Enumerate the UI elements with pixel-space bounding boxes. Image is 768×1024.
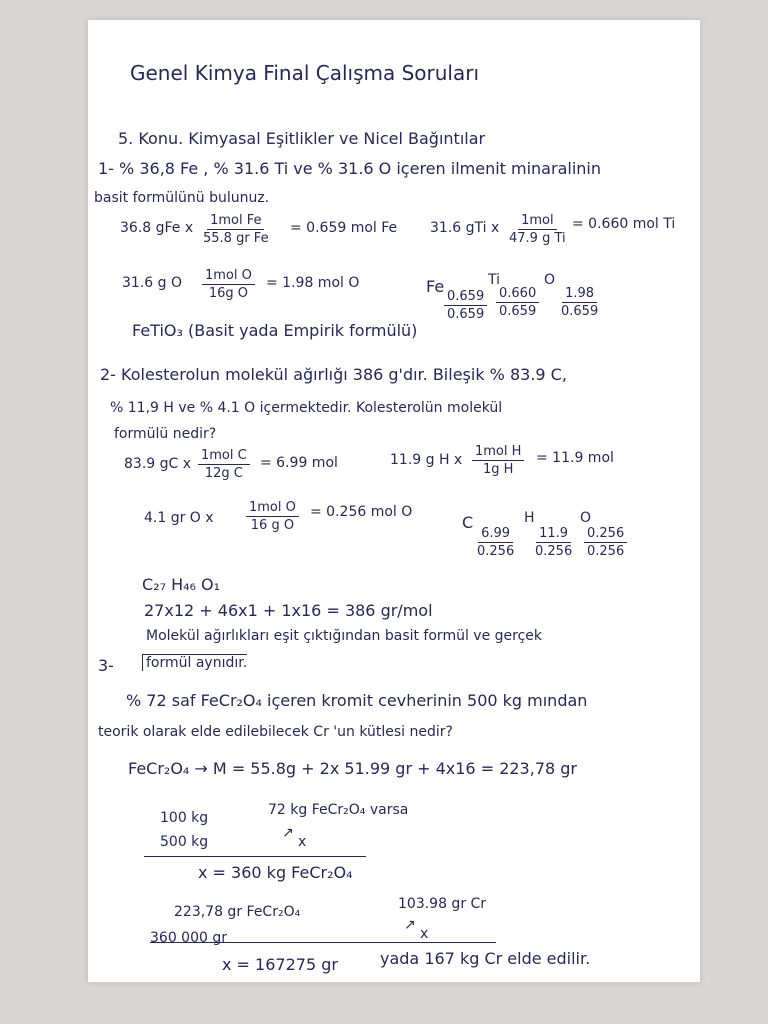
q1-ti-prefix: 31.6 gTi x bbox=[430, 220, 500, 236]
q2-text-line-3: formülü nedir? bbox=[114, 426, 217, 442]
q2-c-numerator: 1mol C bbox=[198, 448, 250, 465]
q3-result-2-conclusion: yada 167 kg Cr elde edilir. bbox=[380, 949, 591, 968]
q1-o-denominator: 16g O bbox=[208, 286, 249, 301]
q2-ratio-o bbox=[584, 526, 627, 559]
q3-prop1-left: 100 kg bbox=[160, 810, 209, 826]
q1-ratio-fe-den: 0.659 bbox=[447, 307, 485, 322]
q2-ratio-o-num: 0.256 bbox=[584, 526, 627, 543]
q1-ti-denominator: 47.9 g Ti bbox=[509, 231, 566, 246]
q3-prop4-right: x bbox=[420, 926, 429, 942]
q3-molar-mass: FeCr₂O₄ → M = 55.8g + 2x 51.99 gr + 4x16 = 223,78 gr bbox=[128, 759, 577, 778]
q2-ratio-o-symbol: O bbox=[580, 510, 592, 526]
q2-h-fraction bbox=[472, 444, 524, 477]
q1-ratio-ti bbox=[496, 286, 539, 319]
q1-ti-fraction bbox=[506, 213, 569, 246]
q1-ratio-o-den: 0.659 bbox=[561, 304, 599, 319]
q1-ratio-o bbox=[558, 286, 601, 319]
q1-fe-fraction bbox=[200, 213, 272, 246]
q3-prop3-left: 223,78 gr FeCr₂O₄ bbox=[174, 904, 301, 920]
cross-arrow-icon: ↗ bbox=[282, 825, 294, 841]
q2-ratio-c bbox=[474, 526, 517, 559]
q2-h-result: = 11.9 mol bbox=[536, 450, 614, 466]
paper-sheet bbox=[88, 20, 700, 982]
cross-arrow-icon: ↗ bbox=[404, 917, 416, 933]
q3-prop1-right: 72 kg FeCr₂O₄ varsa bbox=[268, 802, 409, 818]
q1-answer: FeTiO₃ (Basit yada Empirik formülü) bbox=[132, 321, 418, 340]
q3-division-line-1 bbox=[144, 856, 366, 857]
q2-note-line-1: Molekül ağırlıkları eşit çıktığından basit formül ve gerçek bbox=[146, 628, 543, 644]
q1-fe-result: = 0.659 mol Fe bbox=[290, 220, 398, 236]
q1-ratio-fe-num: 0.659 bbox=[444, 289, 487, 306]
q2-molar-mass-calc: 27x12 + 46x1 + 1x16 = 386 gr/mol bbox=[144, 601, 433, 620]
q1-ratio-o-symbol: O bbox=[544, 272, 556, 288]
q1-text-line-2: basit formülünü bulunuz. bbox=[94, 190, 270, 206]
q2-ratio-h-num: 11.9 bbox=[536, 526, 571, 543]
q1-o-fraction bbox=[202, 268, 255, 301]
q2-molecular-formula: C₂₇ H₄₆ O₁ bbox=[142, 575, 221, 594]
q1-ratio-ti-den: 0.659 bbox=[499, 304, 537, 319]
q1-ratio-fe bbox=[444, 289, 487, 322]
q2-ratio-o-den: 0.256 bbox=[587, 544, 625, 559]
q2-ratio-c-symbol: C bbox=[462, 513, 474, 532]
q1-text-line-1: 1- % 36,8 Fe , % 31.6 Ti ve % 31.6 O içeren ilmenit minaralinin bbox=[98, 159, 601, 178]
q1-ti-result: = 0.660 mol Ti bbox=[572, 216, 676, 232]
q3-prop3-right: 103.98 gr Cr bbox=[398, 896, 487, 912]
q3-prop4-left: 360 000 gr bbox=[150, 930, 227, 946]
q3-prop2-left: 500 kg bbox=[160, 834, 209, 850]
q1-fe-prefix: 36.8 gFe x bbox=[120, 220, 194, 236]
q3-text-line-2: teorik olarak elde edilebilecek Cr 'un kütlesi nedir? bbox=[98, 724, 453, 740]
q3-number: 3- bbox=[98, 656, 114, 675]
q1-ratio-fe-symbol: Fe bbox=[426, 277, 445, 296]
q1-fe-numerator: 1mol Fe bbox=[207, 213, 264, 230]
q2-o-fraction bbox=[246, 500, 299, 533]
q1-ti-numerator: 1mol bbox=[518, 213, 557, 230]
q2-ratio-h bbox=[532, 526, 575, 559]
q3-prop2-right: x bbox=[298, 834, 307, 850]
q1-o-result: = 1.98 mol O bbox=[266, 275, 360, 291]
q3-result-1: x = 360 kg FeCr₂O₄ bbox=[198, 863, 353, 882]
q2-ratio-c-num: 6.99 bbox=[478, 526, 513, 543]
q3-text-line-1: % 72 saf FeCr₂O₄ içeren kromit cevherinin 500 kg mından bbox=[126, 691, 588, 710]
q2-o-denominator: 16 g O bbox=[250, 518, 295, 533]
q1-o-numerator: 1mol O bbox=[202, 268, 255, 285]
q2-o-result: = 0.256 mol O bbox=[310, 504, 413, 520]
q1-ratio-o-num: 1.98 bbox=[562, 286, 597, 303]
q2-c-result: = 6.99 mol bbox=[260, 455, 338, 471]
q2-h-denominator: 1g H bbox=[482, 462, 514, 477]
q2-c-fraction bbox=[198, 448, 250, 481]
q2-o-numerator: 1mol O bbox=[246, 500, 299, 517]
q2-text-line-1: 2- Kolesterolun molekül ağırlığı 386 g'dır. Bileşik % 83.9 C, bbox=[100, 365, 567, 384]
q1-fe-denominator: 55.8 gr Fe bbox=[203, 231, 269, 246]
q2-note-line-2: formül aynıdır. bbox=[142, 654, 247, 671]
q1-ratio-ti-num: 0.660 bbox=[496, 286, 539, 303]
q2-h-prefix: 11.9 g H x bbox=[390, 452, 463, 468]
page-title: Genel Kimya Final Çalışma Soruları bbox=[130, 61, 480, 85]
section-heading: 5. Konu. Kimyasal Eşitlikler ve Nicel Bağıntılar bbox=[118, 129, 486, 148]
q3-result-2: x = 167275 gr bbox=[222, 955, 338, 974]
q1-o-prefix: 31.6 g O bbox=[122, 275, 182, 291]
q2-text-line-2: % 11,9 H ve % 4.1 O içermektedir. Kolesterolün molekül bbox=[110, 400, 503, 416]
q2-o-prefix: 4.1 gr O x bbox=[144, 510, 214, 526]
q2-ratio-h-symbol: H bbox=[524, 510, 535, 526]
q1-ratio-ti-symbol: Ti bbox=[488, 272, 501, 288]
q2-ratio-h-den: 0.256 bbox=[535, 544, 573, 559]
q2-c-denominator: 12g C bbox=[204, 466, 243, 481]
q3-division-line-2 bbox=[150, 942, 496, 943]
q2-h-numerator: 1mol H bbox=[472, 444, 524, 461]
q2-ratio-c-den: 0.256 bbox=[477, 544, 515, 559]
q2-c-prefix: 83.9 gC x bbox=[124, 456, 192, 472]
